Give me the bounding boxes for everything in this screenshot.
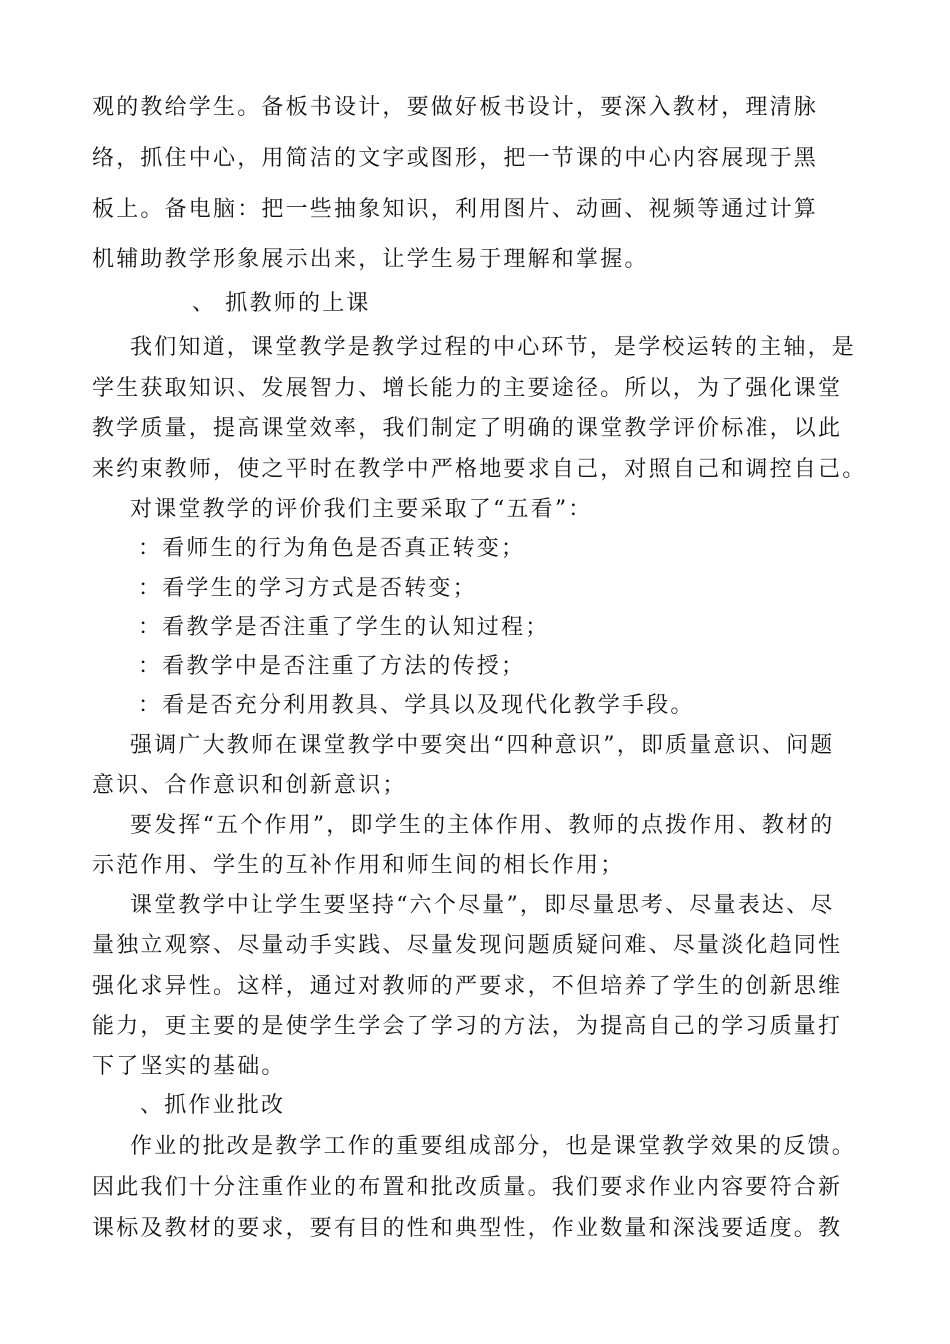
paragraph-line: 强调广大教师在课堂教学中要突出“四种意识”，即质量意识、问题 [130, 733, 835, 758]
section-heading: 、抓作业批改 [140, 1093, 286, 1118]
list-item: ：看师生的行为角色是否真正转变； [138, 536, 526, 561]
paragraph-line: 课标及教材的要求，要有目的性和典型性，作业数量和深浅要适度。教 [92, 1216, 843, 1241]
section-heading: 、 抓教师的上课 [192, 291, 371, 316]
paragraph-line: 板上。备电脑：把一些抽象知识，利用图片、动画、视频等通过计算 [92, 197, 819, 222]
paragraph-line: 课堂教学中让学生要坚持“六个尽量”，即尽量思考、尽量表达、尽 [130, 893, 835, 918]
paragraph-line: 量独立观察、尽量动手实践、尽量发现问题质疑问难、尽量淡化趋同性 [92, 933, 843, 958]
paragraph-line: 示范作用、学生的互补作用和师生间的相长作用； [92, 853, 625, 878]
paragraph-line: 强化求异性。这样，通过对教师的严要求，不但培养了学生的创新思维 [92, 974, 843, 999]
paragraph-line: 学生获取知识、发展智力、增长能力的主要途径。所以，为了强化课堂 [92, 376, 843, 401]
paragraph-line: 对课堂教学的评价我们主要采取了“五看”： [130, 497, 593, 522]
paragraph-line: 能力，更主要的是使学生学会了学习的方法，为提高自己的学习质量打 [92, 1014, 843, 1039]
list-item: ：看教学中是否注重了方法的传授； [138, 654, 526, 679]
paragraph-line: 来约束教师，使之平时在教学中严格地要求自己，对照自己和调控自己。 [92, 457, 867, 482]
paragraph-line: 要发挥“五个作用”，即学生的主体作用、教师的点拨作用、教材的 [130, 813, 835, 838]
paragraph-line: 机辅助教学形象展示出来，让学生易于理解和掌握。 [92, 247, 649, 272]
paragraph-line: 络，抓住中心，用简洁的文字或图形，把一节课的中心内容展现于黑 [92, 146, 819, 171]
paragraph-line: 下了坚实的基础。 [92, 1054, 286, 1079]
paragraph-line: 意识、合作意识和创新意识； [92, 773, 407, 798]
paragraph-line: 因此我们十分注重作业的布置和批改质量。我们要求作业内容要符合新 [92, 1175, 843, 1200]
list-item: ：看学生的学习方式是否转变； [138, 576, 477, 601]
paragraph-line: 观的教给学生。备板书设计，要做好板书设计，要深入教材，理清脉 [92, 95, 819, 120]
paragraph-line: 作业的批改是教学工作的重要组成部分，也是课堂教学效果的反馈。 [130, 1134, 857, 1159]
list-item: ：看教学是否注重了学生的认知过程； [138, 615, 550, 640]
paragraph-line: 我们知道，课堂教学是教学过程的中心环节，是学校运转的主轴，是 [130, 335, 857, 360]
paragraph-line: 教学质量，提高课堂效率，我们制定了明确的课堂教学评价标准，以此 [92, 416, 843, 441]
list-item: ：看是否充分利用教具、学具以及现代化教学手段。 [138, 693, 695, 718]
